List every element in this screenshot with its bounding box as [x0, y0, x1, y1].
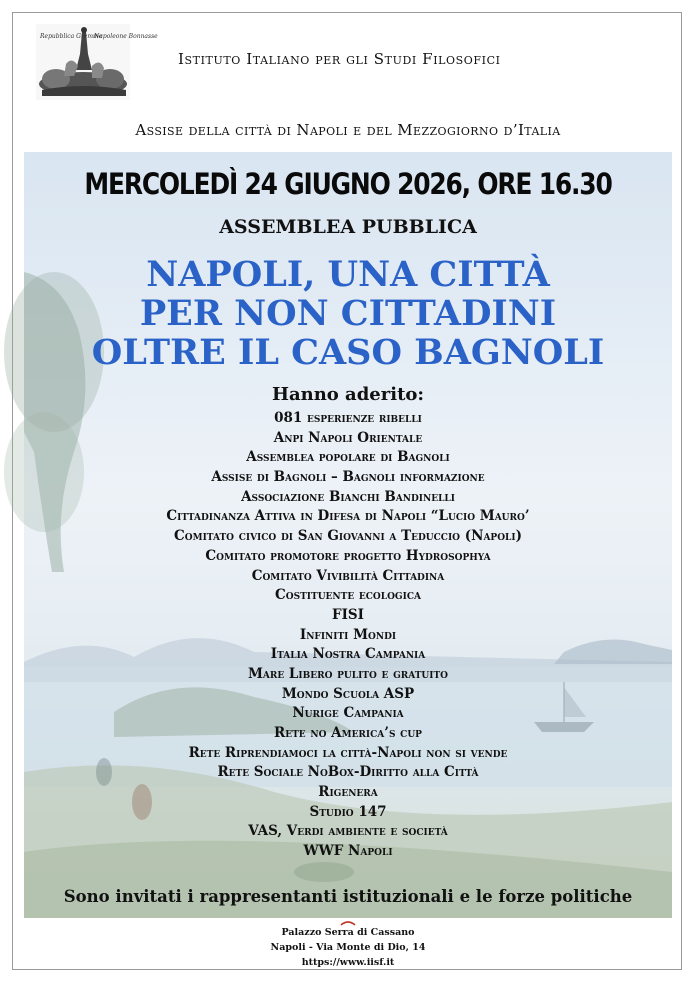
list-item: Rete no America’s cup — [274, 725, 422, 741]
venue-name: Palazzo Serra di Cassano — [281, 927, 415, 938]
institute-name: Istituto Italiano per gli Studi Filosofici — [178, 50, 501, 68]
event-title-line-1: NAPOLI, UNA CITTÀ — [146, 254, 550, 295]
list-item: Associazione Bianchi Bandinelli — [241, 488, 455, 505]
venue-address: Napoli - Via Monte di Dio, 14 — [270, 942, 426, 953]
list-item: Rete Sociale NoBox-Diritto alla Città — [217, 764, 479, 781]
list-item: WWF Napoli — [303, 843, 393, 860]
logo-text-left: Repubblica Grèmme — [40, 33, 103, 40]
list-item: Studio 147 — [309, 803, 387, 820]
list-item: Nurige Campania — [292, 705, 404, 722]
website-link[interactable]: https://www.iisf.it — [301, 957, 395, 968]
list-item: FISI — [332, 606, 364, 623]
adhesions-list — [0, 409, 696, 862]
seal-icon — [340, 920, 356, 926]
list-item: Italia Nostra Campania — [270, 646, 426, 663]
list-item: Comitato promotore progetto Hydrosophya — [205, 547, 491, 564]
logo-text-right: Napoleone Bonnasse — [94, 33, 158, 40]
list-item: VAS, Verdi ambiente e società — [248, 823, 448, 840]
event-title-line-3: OLTRE IL CASO BAGNOLI — [91, 332, 605, 373]
invitation-text: Sono invitati i rappresentanti istituzionali e le forze politiche — [63, 887, 633, 906]
list-item: 081 esperienze ribelli — [274, 410, 422, 426]
list-item: Assise di Bagnoli – Bagnoli informazione — [211, 469, 485, 486]
event-date: MERCOLEDÌ 24 GIUGNO 2026, ORE 16.30 — [84, 167, 612, 201]
list-item: Rigenera — [318, 784, 378, 801]
list-item: Mondo Scuola ASP — [281, 685, 415, 702]
list-item: Costituente ecologica — [275, 587, 421, 604]
event-type: ASSEMBLEA PUBBLICA — [219, 216, 477, 238]
list-item: Anpi Napoli Orientale — [273, 429, 423, 446]
adhesions-heading: Hanno aderito: — [271, 384, 425, 405]
institute-logo-engraving — [36, 24, 158, 100]
list-item: Assemblea popolare di Bagnoli — [246, 449, 450, 466]
list-item: Comitato civico di San Giovanni a Teduccio (Napoli) — [174, 528, 522, 545]
organizer-line: Assise della città di Napoli e del Mezzogiorno d’Italia — [135, 121, 561, 139]
list-item: Mare Libero pulito e gratuito — [247, 665, 449, 682]
event-title-line-2: PER NON CITTADINI — [139, 293, 557, 334]
list-item: Comitato Vivibilità Cittadina — [251, 567, 445, 584]
list-item: Infiniti Mondi — [299, 626, 397, 643]
list-item: Rete Riprendiamoci la città-Napoli non si vende — [188, 744, 508, 761]
list-item: Cittadinanza Attiva in Difesa di Napoli “Lucio Mauro’ — [166, 508, 530, 525]
